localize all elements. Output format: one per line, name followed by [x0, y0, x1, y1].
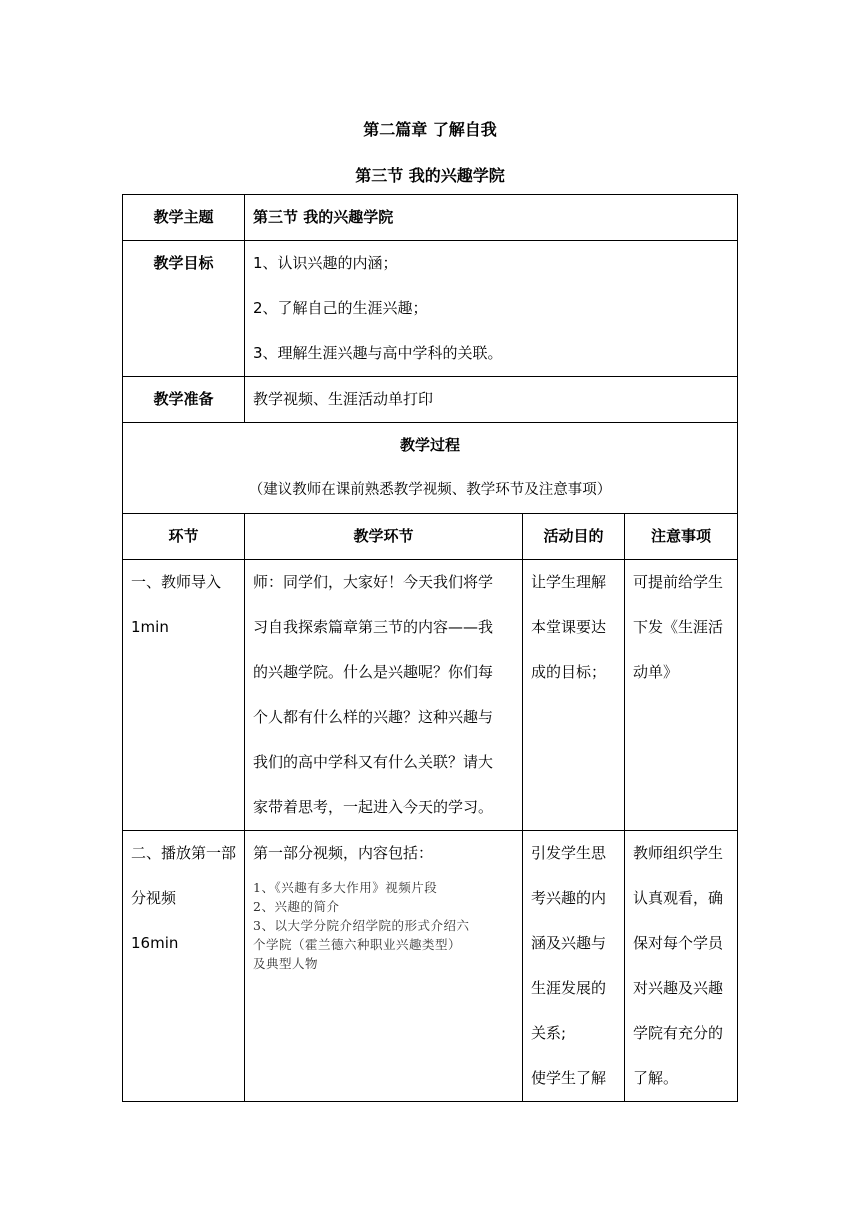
- stage-text: 二、播放第一部: [131, 844, 237, 862]
- content-line: 的兴趣学院。什么是兴趣呢？你们每: [253, 663, 494, 681]
- content-cell: [245, 831, 523, 1102]
- content-cell: [245, 560, 523, 831]
- stage-text: 分视频: [131, 889, 177, 907]
- purpose-line: 成的目标；: [531, 663, 607, 681]
- stage-cell: [123, 831, 245, 1102]
- header-row: [123, 514, 738, 560]
- content-item: 3、以大学分院介绍学院的形式介绍六: [253, 918, 470, 933]
- prep-value: 教学视频、生涯活动单打印: [245, 377, 738, 423]
- stage-cell: [123, 560, 245, 831]
- purpose-line: 使学生了解: [531, 1069, 607, 1087]
- header-stage: 环节: [123, 514, 245, 560]
- content-line: 我们的高中学科又有什么关联？请大: [253, 753, 494, 771]
- notes-line: 教师组织学生: [633, 844, 724, 862]
- theme-row: [123, 195, 738, 241]
- notes-line: 保对每个学员: [633, 934, 724, 952]
- goals-label: 教学目标: [123, 241, 245, 377]
- purpose-line: 本堂课要达: [531, 618, 607, 636]
- purpose-line: 关系;: [531, 1024, 567, 1042]
- content-line: 师：同学们，大家好！今天我们将学: [253, 573, 494, 591]
- content-item: 及典型人物: [253, 956, 319, 971]
- stage-text: 1min: [131, 618, 169, 636]
- stage-text: 16min: [131, 934, 179, 952]
- theme-label: 教学主题: [123, 195, 245, 241]
- goal-item: 3、理解生涯兴趣与高中学科的关联。: [253, 344, 503, 362]
- process-row: [123, 423, 738, 514]
- purpose-line: 让学生理解: [531, 573, 607, 591]
- purpose-cell: [523, 831, 625, 1102]
- header-notes: 注意事项: [625, 514, 738, 560]
- process-title: 教学过程: [400, 436, 461, 454]
- notes-line: 下发《生涯活: [633, 618, 724, 636]
- chapter-title: 第二篇章 了解自我: [363, 120, 497, 139]
- content-items: [253, 876, 514, 973]
- content-item: 1、《兴趣有多大作用》视频片段: [253, 880, 438, 895]
- content-line: 习自我探索篇章第三节的内容——我: [253, 618, 494, 636]
- stage-text: 一、教师导入: [131, 573, 222, 591]
- purpose-line: 引发学生思: [531, 844, 607, 862]
- notes-line: 学院有充分的: [633, 1024, 724, 1042]
- purpose-line: 涵及兴趣与: [531, 934, 607, 952]
- content-item: 2、兴趣的简介: [253, 899, 340, 914]
- prep-row: [123, 377, 738, 423]
- header-content: 教学环节: [245, 514, 523, 560]
- notes-line: 对兴趣及兴趣: [633, 979, 724, 997]
- section-title: 第三节 我的兴趣学院: [355, 166, 505, 185]
- purpose-line: 考兴趣的内: [531, 889, 607, 907]
- theme-value: 第三节 我的兴趣学院: [245, 195, 738, 241]
- content-line: 家带着思考，一起进入今天的学习。: [253, 798, 494, 816]
- table-row: [123, 831, 738, 1102]
- header-purpose: 活动目的: [523, 514, 625, 560]
- purpose-cell: [523, 560, 625, 831]
- lesson-plan-table: [122, 194, 738, 1102]
- content-line: 个人都有什么样的兴趣？这种兴趣与: [253, 708, 494, 726]
- notes-line: 动单》: [633, 663, 679, 681]
- process-cell: [123, 423, 738, 514]
- notes-line: 认真观看，确: [633, 889, 724, 907]
- content-intro: 第一部分视频，内容包括：: [253, 844, 434, 862]
- notes-line: 可提前给学生: [633, 573, 724, 591]
- process-note: （建议教师在课前熟悉教学视频、教学环节及注意事项）: [248, 482, 612, 498]
- notes-cell: [625, 831, 738, 1102]
- notes-cell: [625, 560, 738, 831]
- goals-list: [245, 241, 738, 377]
- goal-item: 2、了解自己的生涯兴趣；: [253, 299, 428, 317]
- purpose-line: 生涯发展的: [531, 979, 607, 997]
- content-item: 个学院（霍兰德六种职业兴趣类型）: [253, 937, 462, 952]
- table-row: [123, 560, 738, 831]
- goals-row: [123, 241, 738, 377]
- notes-line: 了解。: [633, 1069, 679, 1087]
- goal-item: 1、认识兴趣的内涵；: [253, 254, 398, 272]
- prep-label: 教学准备: [123, 377, 245, 423]
